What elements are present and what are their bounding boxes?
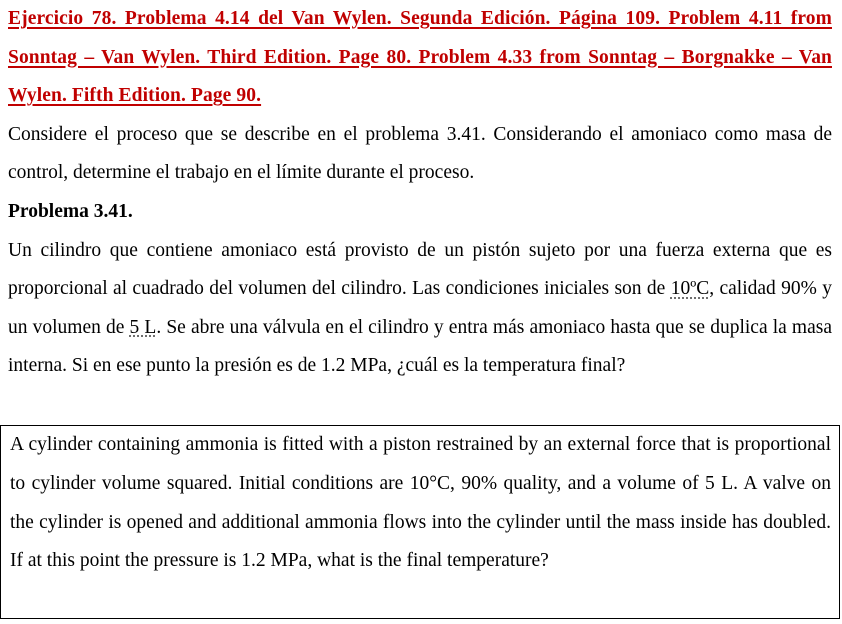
- problem-text-part1: Un cilindro que contiene amoniaco está provisto de un pistón sujeto por una fuerza externa que es proporcional al cuadrado del volumen del cilindro. Las condiciones iniciales son de: [8, 239, 832, 300]
- problem-text-part3: . Se abre una válvula en el cilindro y entra más amoniaco hasta que se duplica la masa interna. Si en ese punto la presión es de 1.2 MPa, ¿cuál es la temperatura final?: [8, 316, 832, 377]
- exercise-heading: Ejercicio 78. Problema 4.14 del Van Wylen. Segunda Edición. Página 109. Problem 4.11 from Sonntag – Van Wylen. Third Edition. Page 80. Problem 4.33 from Sonntag – Borgnakke – Van Wylen. Fifth Edition. Page 90.: [8, 8, 832, 107]
- document-page: [8, 0, 832, 386]
- problem-text-part2: , calidad 90% y un volumen de: [8, 278, 833, 338]
- problem-statement-en: A cylinder containing ammonia is fitted with a piston restrained by an external force that is proportional to cylinder volume squared. Initial conditions are 10°C, 90% quality, and a volume of 5 L. A valve on the cylinder is opened and additional ammonia flows into the cylinder until the mass inside has doubled. If at this point the pressure is 1.2 MPa, what is the final temperature?: [10, 434, 831, 572]
- volume-value: 5 L: [129, 316, 157, 338]
- intro-paragraph: Considere el proceso que se describe en el problema 3.41. Considerando el amoniaco como masa de control, determine el trabajo en el límite durante el proceso.: [8, 123, 832, 184]
- temperature-value: 10ºC: [670, 278, 710, 300]
- english-statement-box: [0, 425, 840, 619]
- problem-title: Problema 3.41.: [8, 200, 133, 222]
- problem-statement-es: [8, 232, 832, 386]
